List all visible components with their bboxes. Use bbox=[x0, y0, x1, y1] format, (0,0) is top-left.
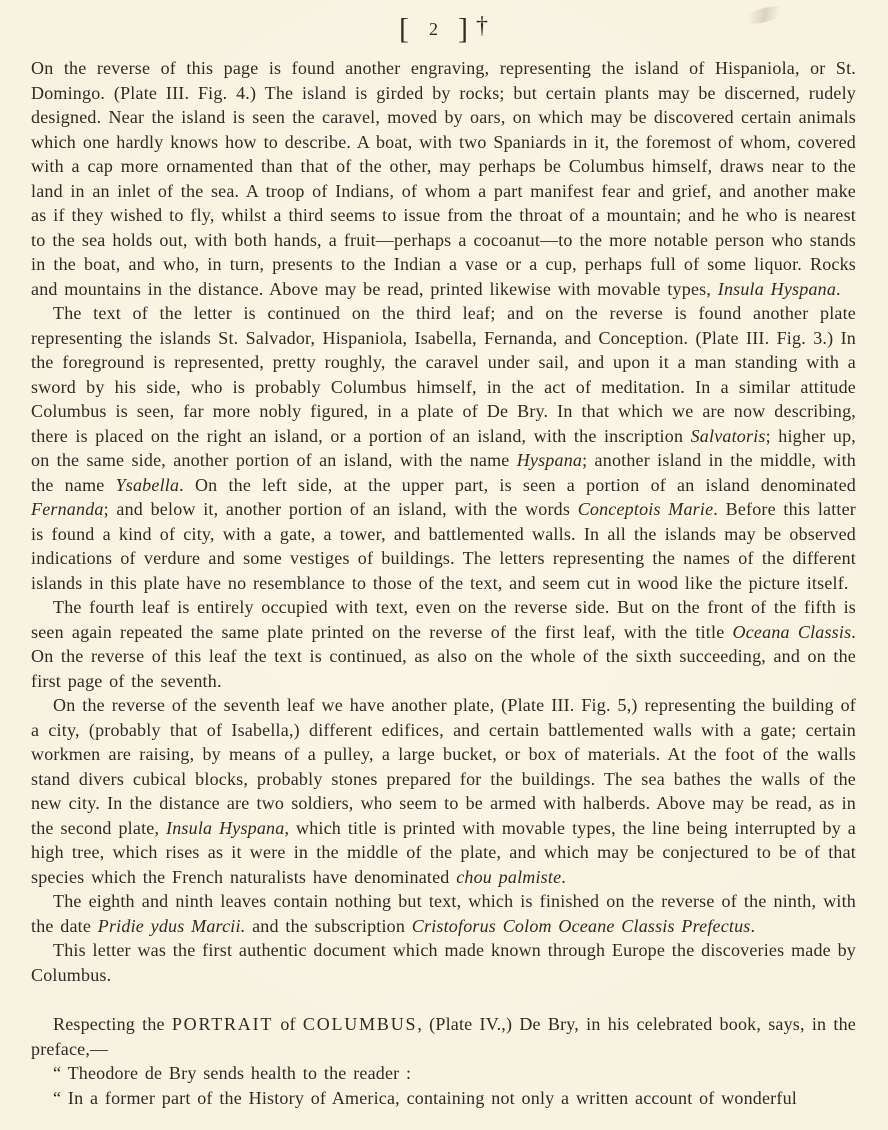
page-number: 2 bbox=[429, 19, 438, 40]
text-segment: . On the reverse of this leaf the text is continued, as also on the whole of the sixth succeeding, and on the first page of the seventh. bbox=[31, 621, 856, 691]
paragraph-8 bbox=[31, 1061, 856, 1086]
text-segment: On the reverse of the seventh leaf we have another plate, (Plate III. Fig. 5,) representing the building of a city, (probably that of Isabella,) different edifices, and certain battlemented walls with a gate; certain workmen are raising, by means of a pulley, a large bucket, or box of materials. At the foot of the walls stand divers cubical blocks, probably stones prepared for the buildings. The sea bathes the walls of the new city. In the distance are two soldiers, who seem to be armed with halberds. Above may be read, as in the second plate, bbox=[31, 695, 856, 838]
text-segment: and the subscription bbox=[245, 915, 412, 936]
text-segment: . On the left side, at the upper part, is seen a portion of an island denominated bbox=[179, 474, 856, 495]
page-body-text bbox=[31, 52, 856, 1110]
dagger-mark: † bbox=[476, 13, 488, 40]
paragraph-9 bbox=[31, 1086, 856, 1111]
text-segment: This letter was the first authentic document which made known through Europe the discoveries made by Columbus. bbox=[31, 940, 856, 985]
italic-term: Salvatoris bbox=[690, 425, 766, 446]
text-segment: “ In a former part of the History of America, containing not only a written account of wonderful bbox=[53, 1087, 797, 1108]
text-segment: The fourth leaf is entirely occupied with text, even on the reverse side. But on the front of the fifth is seen again repeated the same plate printed on the reverse of the first leaf, with the title bbox=[31, 597, 856, 642]
right-bracket: ] bbox=[458, 12, 468, 46]
text-segment: of bbox=[273, 1014, 303, 1034]
text-segment: “ Theodore de Bry sends health to the reader : bbox=[53, 1063, 412, 1083]
text-segment: On the reverse of this page is found another engraving, representing the island of Hispaniola, or St. Domingo. (Plate III. Fig. 4.) The island is girded by rocks; but certain plants may be discerned, rudely designed. Near the island is seen the caravel, moved by oars, on which may be discovered certain animals which one hardly knows how to describe. A boat, with two Spaniards in it, the foremost of whom, covered with a cap more ornamented than that of the other, may perhaps be Columbus himself, draws near to the land in an inlet of the sea. A troop of Indians, of whom a part manifest fear and grief, and another make as if they wished to fly, whilst a third seems to issue from the throat of a mountain; and he who is nearest to the sea holds out, with both hands, a fruit—perhaps a cocoanut—to the more notable person who stands in the boat, and who, in turn, presents to the Indian a vase or a cup, perhaps full of some liquor. Rocks and mountains in the distance. Above may be read, printed likewise with movable types, bbox=[31, 58, 856, 299]
caps-term: PORTRAIT bbox=[171, 1014, 274, 1034]
paragraph-6 bbox=[31, 938, 856, 987]
text-segment: ; and below it, another portion of an island, with the words bbox=[103, 499, 578, 519]
text-segment: Respecting the bbox=[53, 1014, 172, 1034]
paragraph-2 bbox=[31, 301, 856, 595]
text-segment: . bbox=[750, 915, 756, 936]
italic-term: Fernanda bbox=[31, 499, 104, 519]
paragraph-5 bbox=[31, 889, 856, 938]
paragraph-1 bbox=[31, 56, 856, 301]
text-segment: . Before this latter is found a kind of city, with a gate, a tower, and battlemented walls. In all the islands may be observed indications of verdure and some vestiges of buildings. The letters representing the names of the different islands in this plate have no resemblance to those of the text, and seem cut in wood like the picture itself. bbox=[31, 499, 856, 593]
paragraph-3 bbox=[31, 595, 856, 693]
text-segment: The text of the letter is continued on the third leaf; and on the reverse is found another plate representing the islands St. Salvador, Hispaniola, Isabella, Fernanda, and Conception. (Plate III. Fig. 3.) In the foreground is represented, pretty roughly, the caravel under sail, and upon it a man standing with a sword by his side, who is probably Columbus himself, in the act of meditation. In a similar attitude Columbus is seen, far more nobly figured, in a plate of De Bry. In that which we are now describing, there is placed on the right an island, or a portion of an island, with the inscription bbox=[31, 303, 856, 446]
text-segment: , which title is printed with movable types, the line being interrupted by a high tree, which rises as it were in the middle of the plate, and which may be conjectured to be of that species which the French naturalists have denominated bbox=[31, 817, 856, 887]
text-segment: , (Plate IV.,) De Bry, in his celebrated book, says, in the preface,— bbox=[31, 1014, 856, 1059]
text-segment: The eighth and ninth leaves contain nothing but text, which is finished on the reverse of the ninth, with the date bbox=[31, 891, 856, 936]
italic-term: Insula Hyspana bbox=[717, 278, 837, 299]
paragraph-4 bbox=[31, 693, 856, 889]
text-segment: . bbox=[561, 866, 566, 887]
italic-term: Oceana Classis bbox=[732, 621, 852, 642]
italic-term: chou palmiste bbox=[456, 866, 562, 887]
italic-term: Ysabella bbox=[115, 474, 180, 495]
italic-term: Cristoforus Colom Oceane Classis Prefectus bbox=[411, 915, 751, 936]
italic-term: Pridie ydus Marcii. bbox=[97, 915, 246, 936]
page-header bbox=[31, 0, 856, 52]
italic-term: Insula Hyspana bbox=[166, 817, 285, 838]
paragraph-7 bbox=[31, 1012, 856, 1061]
text-segment: ; higher up, on the same side, another portion of an island, with the name bbox=[31, 425, 856, 470]
text-segment: ; another island in the middle, with the name bbox=[31, 450, 856, 495]
caps-term: COLUMBUS bbox=[302, 1014, 418, 1034]
left-bracket: [ bbox=[399, 12, 409, 46]
text-segment: . bbox=[836, 278, 841, 299]
italic-term: Hyspana bbox=[516, 450, 583, 470]
italic-term: Conceptois Marie bbox=[577, 499, 714, 519]
